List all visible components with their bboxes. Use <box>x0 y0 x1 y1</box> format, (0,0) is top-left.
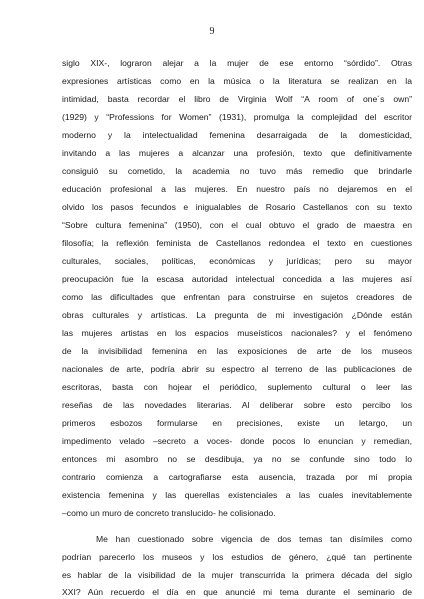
text-line: Me han cuestionado sobre vigencia de dos temas tan disímiles como <box>96 534 412 544</box>
text-line: reseñas de las novedades literarias. Al deliberar sobre esto percibo los <box>62 400 412 410</box>
text-line: obras culturales y artísticas. La pregunta de mi investigación ¿Dónde están <box>62 310 412 320</box>
text-line: las mujeres artistas en los espacios museísticos nacionales? y el fenómeno <box>62 328 412 338</box>
text-line: (1929) y “Professions for Women” (1931), promulga la complejidad del escritor <box>62 112 412 122</box>
text-line: entonces mi asombro no se desdibuja, ya no se confunde sino todo lo <box>62 454 412 464</box>
text-line: contrario comienza a cartografiarse esta ausencia, trazada por mi propia <box>62 472 412 482</box>
text-line: intimidad, basta recordar el libro de Virginia Wolf “A room of one´s own” <box>62 94 412 104</box>
text-line: XXI? Aún recuerdo el día en que anuncié mi tema durante el seminario de <box>62 587 412 597</box>
page-number: 9 <box>209 26 215 37</box>
text-line: podrían parecerlo los museos y los estudios de género, ¿qué tan pertinente <box>62 552 412 562</box>
text-line: –como un muro de concreto translucido- he colisionado. <box>62 508 276 518</box>
text-line: expresiones artísticas como en la música o la literatura se realizan en la <box>62 76 412 86</box>
text-line: como las dificultades que enfrentan para construirse en sujetos creadores de <box>62 292 412 302</box>
text-line: olvido los pasos fecundos e inigualables de Rosario Castellanos con su texto <box>62 202 412 212</box>
text-line: impedimento velado –secreto a voces- donde pocos lo enuncian y remedian, <box>62 436 412 446</box>
text-line: moderno y la intelectualidad femenina desarraigada de la domesticidad, <box>62 130 412 140</box>
text-line: de la invisibilidad femenina en las exposiciones de arte de los museos <box>62 346 412 356</box>
text-line: es hablar de la visibilidad de la mujer transcurrida la primera década del siglo <box>62 570 412 580</box>
text-line: escritoras, basta con hojear el periódico, suplemento cultural o leer las <box>62 382 412 392</box>
text-line: culturales, sociales, políticas, económicas y jurídicas; pero su mayor <box>62 256 412 266</box>
text-line: “Sobre cultura femenina” (1950), con el cual obtuvo el grado de maestra en <box>62 220 412 230</box>
text-line: preocupación fue la escasa autoridad intelectual concedida a las mujeres así <box>62 274 412 284</box>
text-line: filosofía; la reflexión feminista de Castellanos redondea el texto en cuestiones <box>62 238 412 248</box>
text-line: siglo XIX-, lograron alejar a la mujer de ese entorno “sórdido”. Otras <box>62 58 412 68</box>
text-line: consiguió su cometido, la academia no tuvo más remedio que brindarle <box>62 166 412 176</box>
text-line: nacionales de arte, podría abrir su espectro al terreno de las publicaciones de <box>62 364 412 374</box>
text-line: existencia femenina y las querellas existenciales a las cuales inevitablemente <box>62 490 412 500</box>
text-line: educación profesional a las mujeres. En nuestro país no dejaremos en el <box>62 184 412 194</box>
text-line: invitando a las mujeres a alcanzar una profesión, texto que definitivamente <box>62 148 412 158</box>
text-line: primeros esbozos formularse en precisiones, existe un letargo, un <box>62 418 412 428</box>
